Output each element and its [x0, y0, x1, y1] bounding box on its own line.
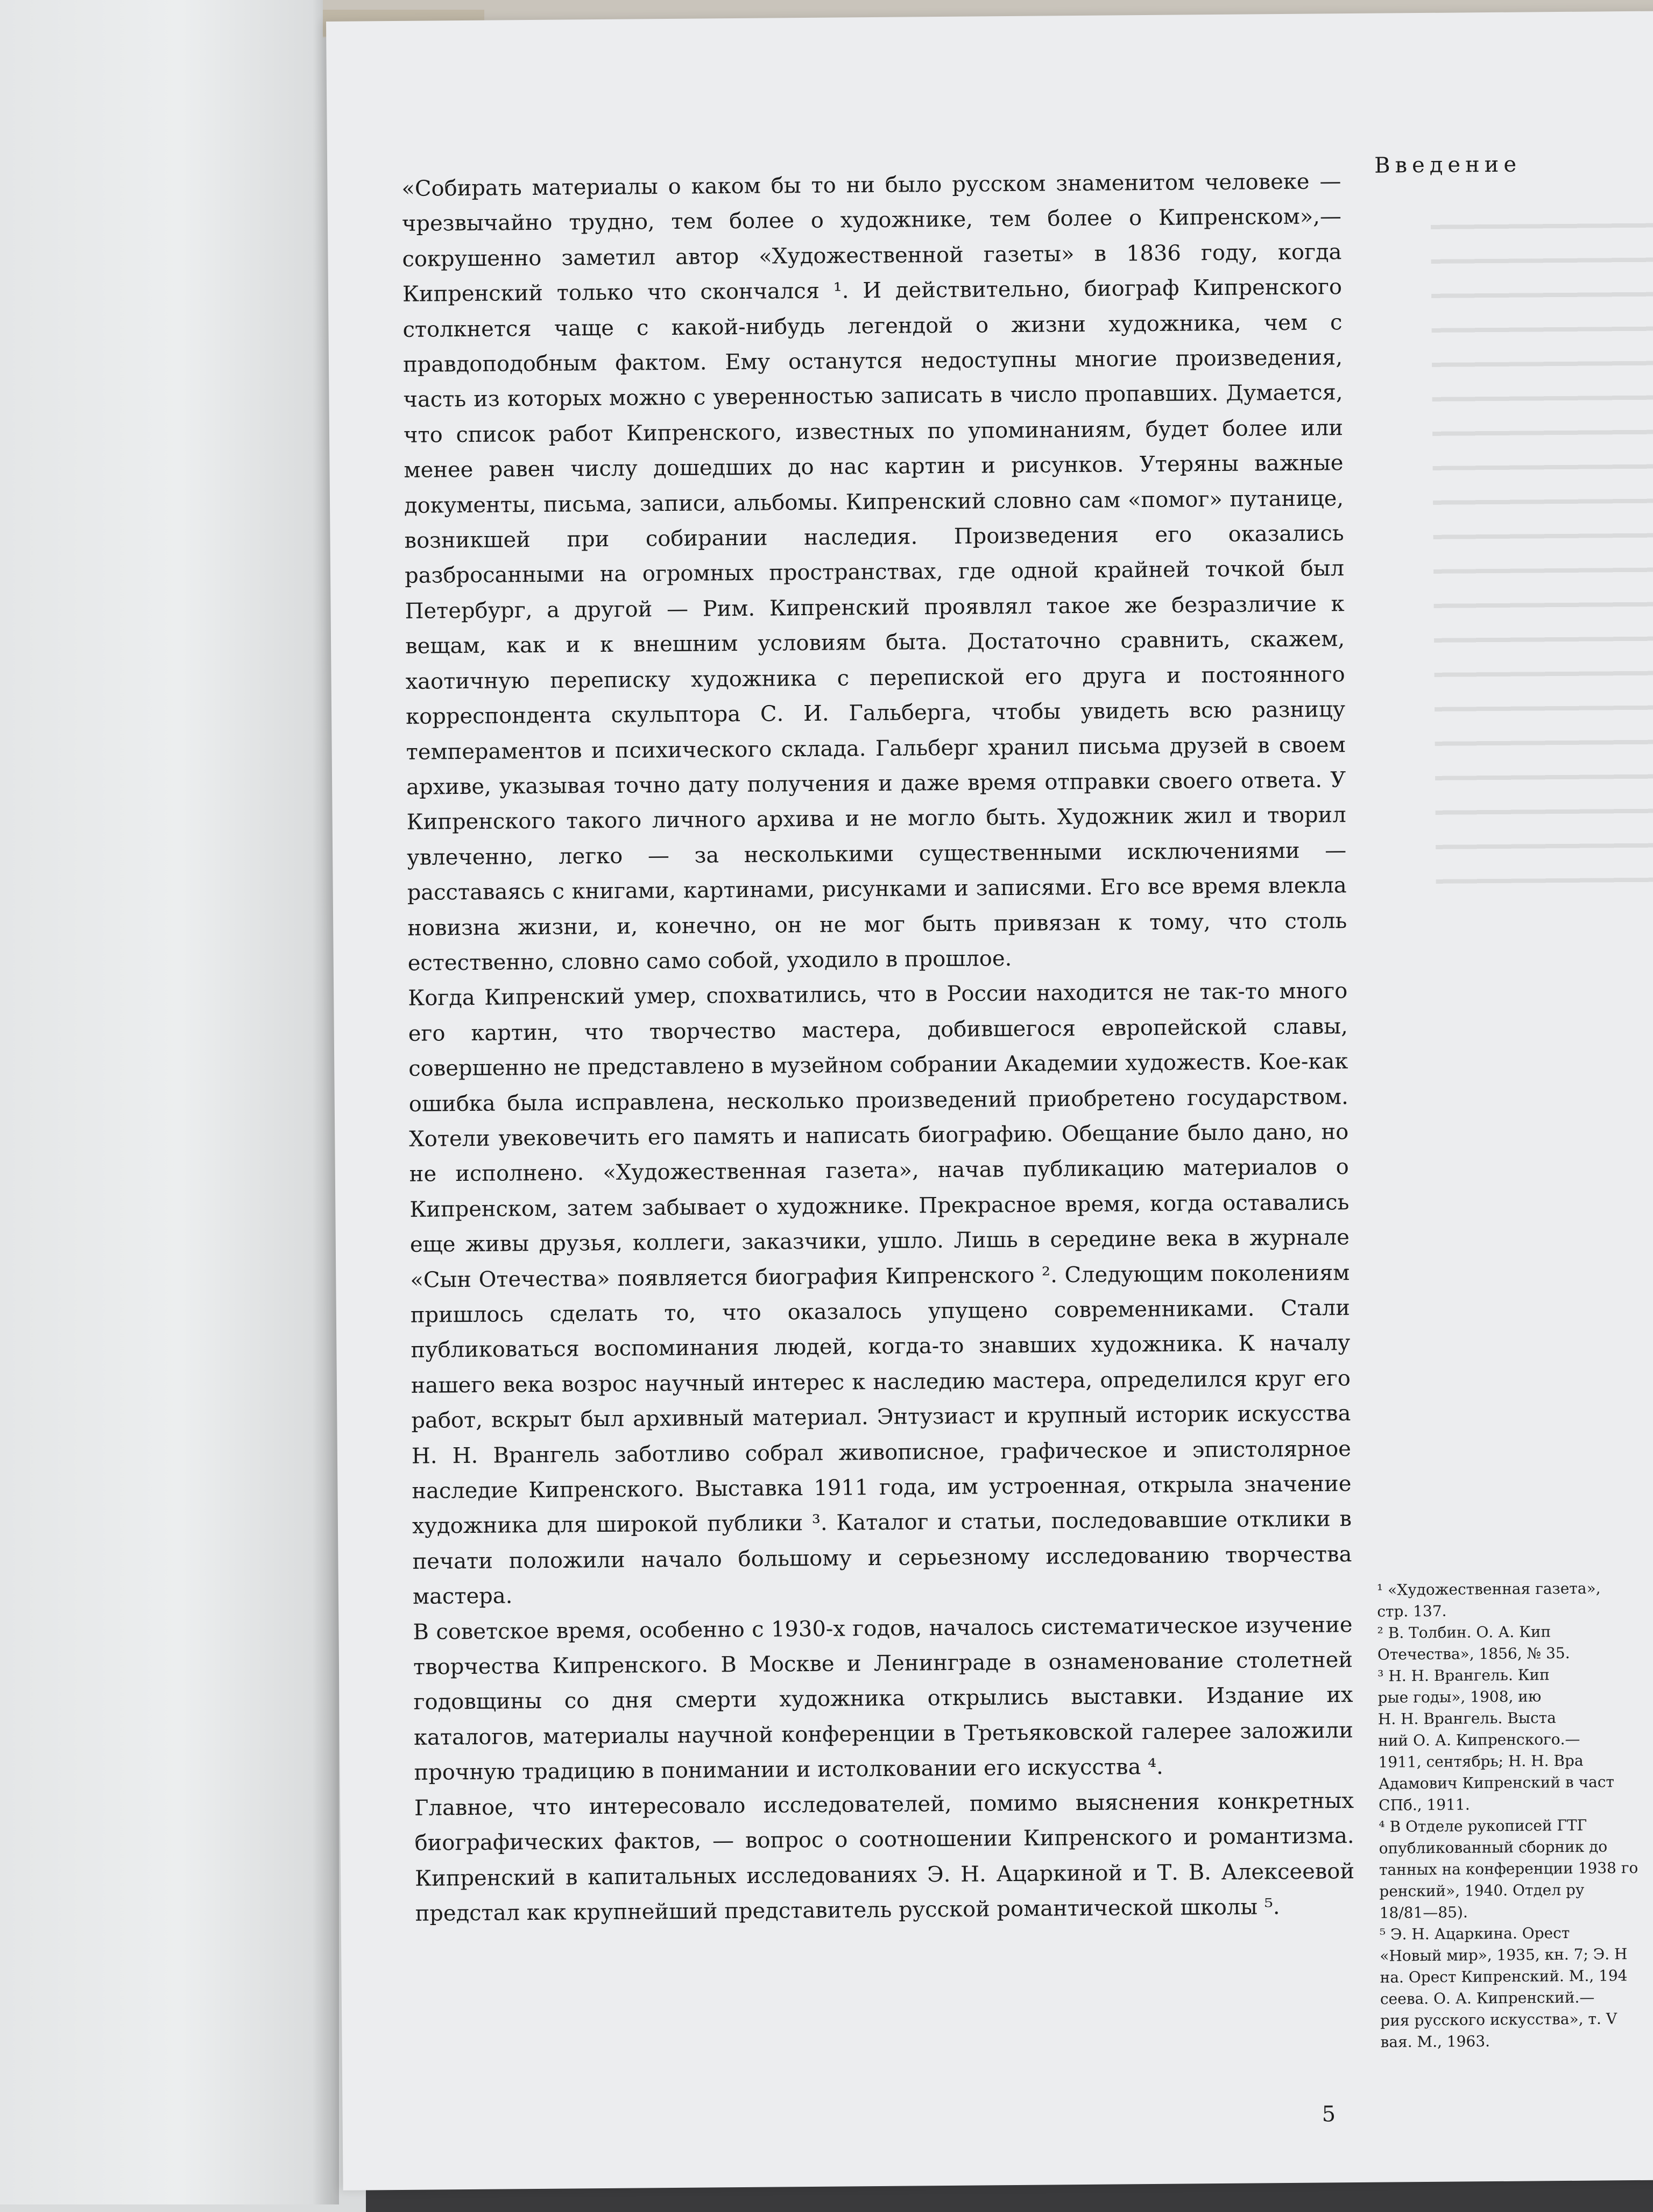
section-title: Введение: [1374, 152, 1522, 178]
paragraph: Главное, что интересовало исследователей, помимо выяснения конкретных биографических фактов, — вопрос о соотношении Кипренского и романтизма. Кипренский в капитальных исследованиях Э. Н. Ацаркиной и Т. В. Алексеевой предстал как крупнейший представитель русской романтической школы ⁵.: [414, 1788, 1355, 1926]
paragraph: «Собирать материалы о каком бы то ни было русском знаменитом человеке — чрезвычайно трудно, тем более о художнике, тем более о Кипренском»,— сокрушенно заметил автор «Художественной газеты» в 1836 году, когда Кипренский только что скончался ¹. И действительно, биограф Кипренского столкнется чаще с какой-нибудь легендой о жизни художника, чем с правдоподобным фактом. Ему останутся недоступны многие произведения, часть из которых можно с уверенностью записать в число пропавших. Думается, что список работ Кипренского, известных по упоминаниям, будет более или менее равен числу дошедших до нас картин и рисунков. Утеряны важные документы, письма, записи, альбомы. Кипренский словно сам «помог» путанице, возникшей при собирании наследия. Произведения его оказались разбросанными на огромных пространствах, где одной крайней точкой был Петербург, а другой — Рим. Кипренский проявлял такое же безразличие к вещам, как и к внешним условиям быта. Достаточно сравнить, скажем, хаотичную переписку художника с перепиской его друга и постоянного корреспондента скульптора С. И. Гальберга, чтобы увидеть всю разницу темпераментов и психического склада. Гальберг хранил письма друзей в своем архиве, указывая точно дату получения и даже время отправки своего ответа. У Кипренского такого личного архива и не могло быть. Художник жил и творил увлеченно, легко — за несколькими существенными исключениями — расставаясь с книгами, картинами, рисунками и записями. Его все время влекла новизна жизни, и, конечно, он не мог быть привязан к тому, что столь естественно, словно само собой, уходило в прошлое.: [401, 169, 1347, 976]
right-page: [326, 11, 1653, 2190]
show-through-text: [1431, 205, 1653, 906]
footnotes: ¹ «Художественная газета», стр. 137. ² В. Толбин. О. А. Кип Отечества», 1856, № 35. ³ Н. Н. Врангель. Кип рые годы», 1908, ию Н. Н. Врангель. Выста ний О. А. Кипренского.— 1911, сентябрь; Н. Н. Вра Адамович Кипренский в част СПб., 1911. ⁴ В Отделе рукописей ГТГ опубликованный сборник до танных на конференции 1938 го ренский», 1940. Отдел ру 18/81—85). ⁵ Э. Н. Ацаркина. Орест «Новый мир», 1935, кн. 7; Э. Н на. Орест Кипренский. М., 194 сеева. О. А. Кипренский.— рия русского искусства», т. V вая. М., 1963.: [1376, 1579, 1638, 2051]
main-text-column: [401, 164, 1355, 1932]
left-page: [0, 0, 328, 2204]
paragraph: Когда Кипренский умер, спохватились, что в России находится не так-то много его картин, что творчество мастера, добившегося европейской славы, совершенно не представлено в музейном собрании Академии художеств. Кое-как ошибка была исправлена, несколько произведений приобретено государством. Хотели увековечить его память и написать биографию. Обещание было дано, но не исполнено. «Художественная газета», начав публикацию материалов о Кипренском, затем забывает о художнике. Прекрасное время, когда оставались еще живы друзья, коллеги, заказчики, ушло. Лишь в середине века в журнале «Сын Отечества» появляется биография Кипренского ². Следующим поколениям пришлось сделать то, что оказалось упущено современниками. Стали публиковаться воспоминания людей, когда-то знавших художника. К началу нашего века возрос научный интерес к наследию мастера, определился круг его работ, вскрыт был архивный материал. Энтузиаст и крупный историк искусства Н. Н. Врангель заботливо собрал живописное, графическое и эпистолярное наследие Кипренского. Выставка 1911 года, им устроенная, открыла значение художника для широкой публики ³. Каталог и статьи, последовавшие отклики в печати положили начало большому и серьезному исследованию творчества мастера.: [408, 978, 1352, 1610]
paragraph: В советское время, особенно с 1930-х годов, началось систематическое изучение творчества Кипренского. В Москве и Ленинграде в ознаменование столетней годовщины со дня смерти художника открылись выставки. Издание их каталогов, материалы научной конференции в Третьяковской галерее заложили прочную традицию в понимании и истолковании его искусства ⁴.: [413, 1612, 1354, 1786]
page-number: 5: [1322, 2102, 1336, 2127]
